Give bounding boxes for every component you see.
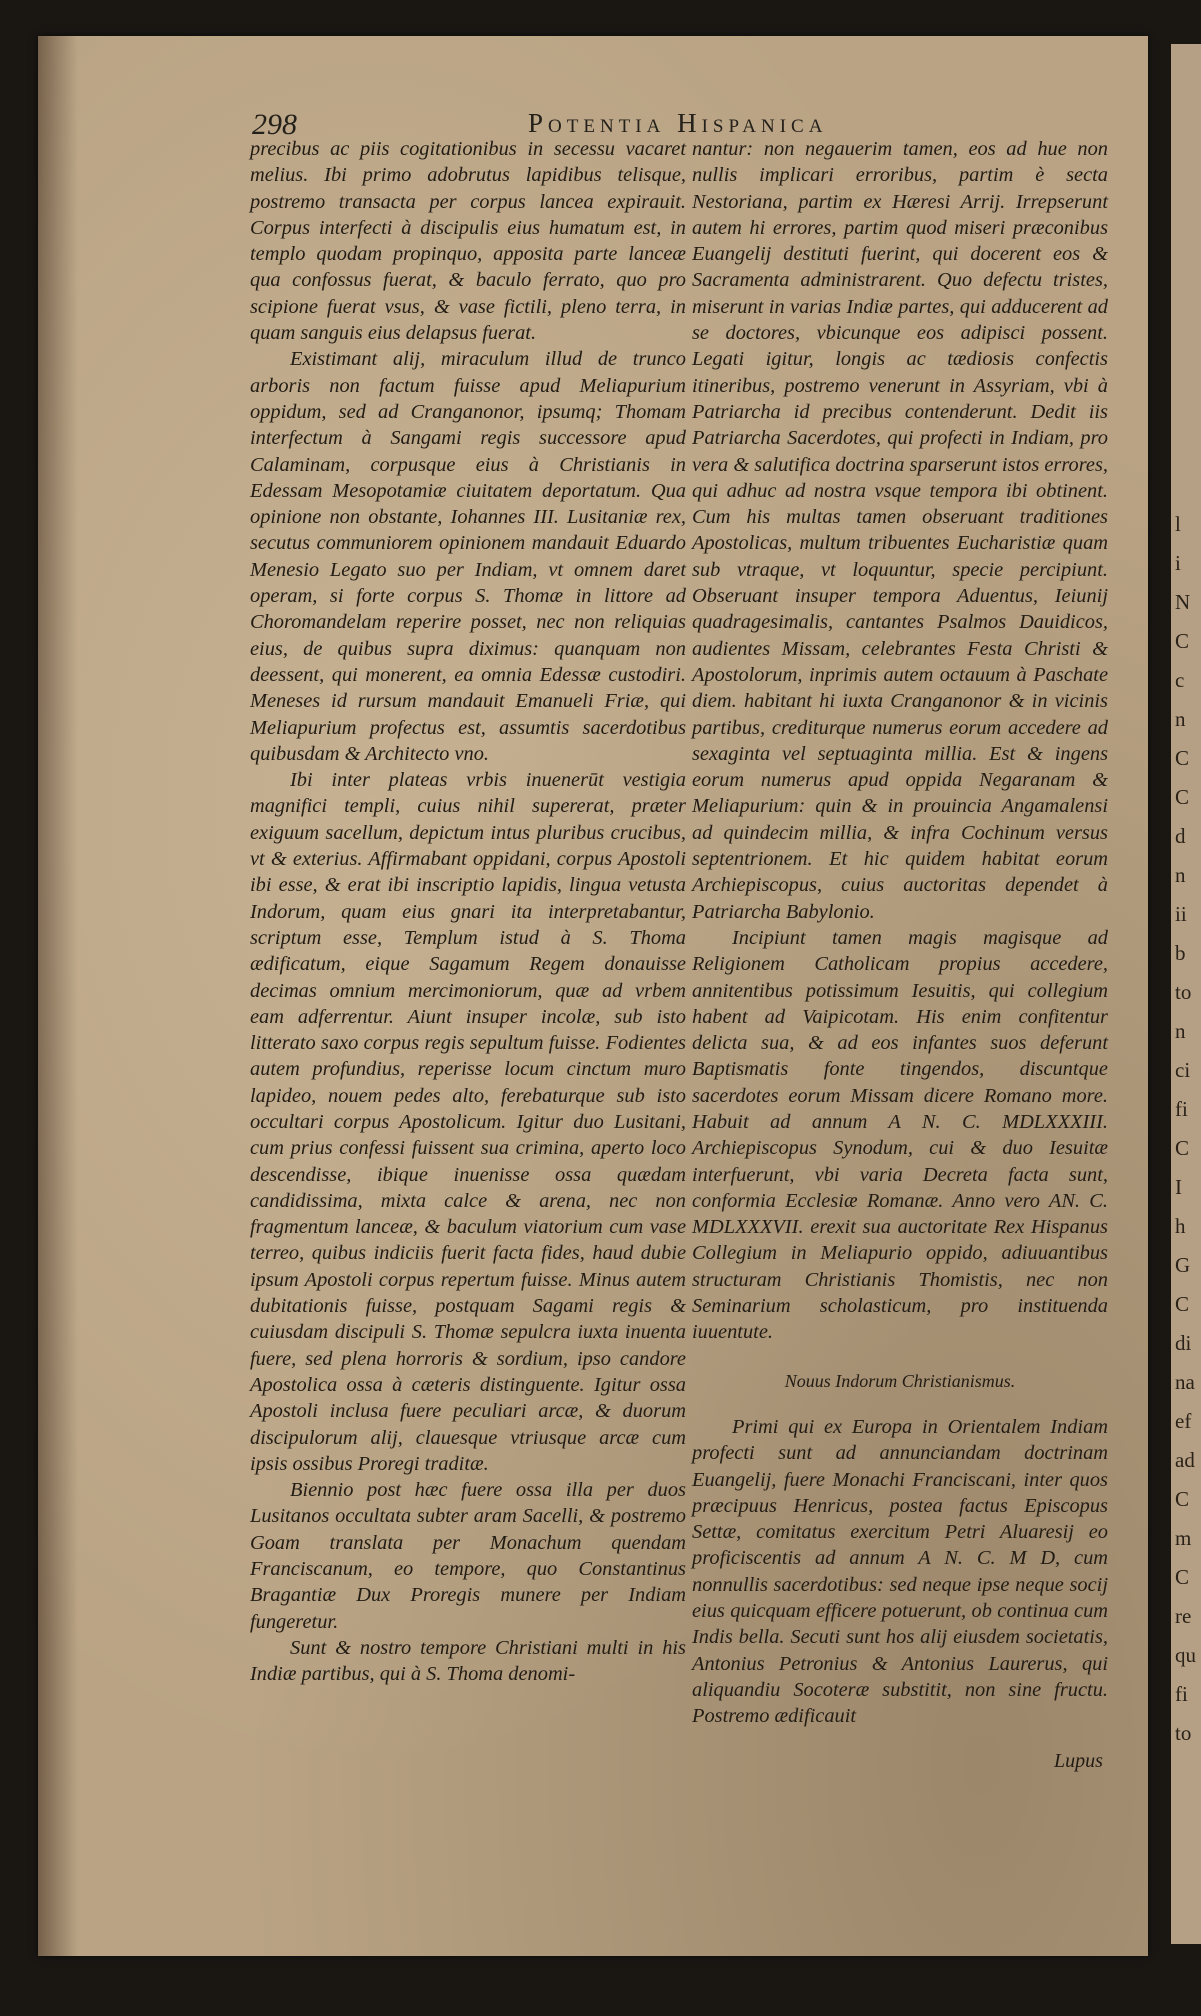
adjacent-page-letter: h	[1175, 1214, 1186, 1238]
catchword: Lupus	[1054, 1750, 1103, 1772]
adjacent-page-letter: n	[1175, 707, 1186, 731]
adjacent-page-letter: to	[1175, 980, 1192, 1004]
adjacent-page-letter: C	[1175, 629, 1190, 653]
adjacent-page-edge	[1165, 44, 1201, 1944]
adjacent-page-letter: i	[1175, 551, 1181, 575]
adjacent-page-letter: ii	[1175, 902, 1187, 926]
adjacent-page-letter: ci	[1175, 1058, 1191, 1082]
adjacent-page-letter: n	[1175, 1019, 1186, 1043]
adjacent-page-letter: C	[1175, 1487, 1190, 1511]
paragraph: Existimant alij, miraculum illud de trunco arboris non factum fuisse apud Meliapurium oppidum, sed ad Cranganonor, ipsumq; Thomam interfectum à Sangami regis successore apud Calaminam, corpusque eius à Christianis in Edessam Mesopotamiæ ciuitatem deportatum. Qua opinione non obstante, Iohannes III. Lusitaniæ rex, secutus communiorem opinionem mandauit Eduardo Menesio Legato suo per Indiam, vt omnem daret operam, si forte corpus S. Thomæ in littore ad Choromandelam reperire posset, nec non reliquias eius, de quibus supra diximus: quanquam non deessent, qui monerent, ea omnia Edessæ custodiri. Meneses id rursum mandauit Emanueli Friæ, qui Meliapurium profectus est, assumtis sacerdotibus quibusdam & Architecto vno.	[250, 348, 686, 765]
paragraph: Incipiunt tamen magis magisque ad Religionem Catholicam propius accedere, annitentibus potissimum Iesuitis, qui collegium habent ad Vaipicotam. His enim confitentur delicta sua, & ad eos infantes suos deferunt Baptismatis fonte tingendos, discuntque sacerdotes eorum Missam dicere Romano more. Habuit ad annum A N. C. MDLXXXIII. Archiepiscopus Synodum, cui & duo Iesuitæ interfuerunt, vbi varia Decreta facta sunt, conformia Ecclesiæ Romanæ. Anno vero AN. C. MDLXXXVII. erexit sua auctoritate Rex Hispanus Collegium in Meliapurio oppido, adiuuantibus structuram Christianis Thomistis, nec non Seminarium scholasticum, pro instituenda iuuentute.	[692, 926, 1108, 1344]
paragraph: Biennio post hæc fuere ossa illa per duos Lusitanos occultata subter aram Sacelli, & postremo Goam translata per Monachum quendam Franciscanum, eo tempore, quo Constantinus Bragantiæ Dux Proregis munere per Indiam fungeretur.	[250, 1479, 686, 1633]
adjacent-page-letter: m	[1175, 1526, 1192, 1550]
paragraph: nantur: non negauerim tamen, eos ad hue non nullis implicari erroribus, partim è secta Nestoriana, partim ex Hæresi Arrij. Irrepserunt autem hi errores, partim quod miseri præconibus Euangelij destituti fuerint, qui docerent eos & Sacramenta administrarent. Quo defectu tristes, miserunt in varias Indiæ partes, qui adducerent ad se doctores, vbicunque eos adipisci possent. Legati igitur, longis ac tædiosis confectis itineribus, postremo venerunt in Assyriam, vbi à Patriarcha id precibus contenderunt. Dedit iis Patriarcha Sacerdotes, qui profecti in Indiam, pro vera & salutifica doctrina sparserunt istos errores, qui adhuc ad nostra vsque tempora ibi obtinent. Cum his multas tamen obseruant traditiones Apostolicas, multum tribuentes Eucharistiæ quam sub vtraque, vt loquuntur, specie percipiunt. Obseruant insuper tempora Aduentus, Ieiunij quadragesimalis, cantantes Psalmos Dauidicos, audientes Missam, celebrantes Festa Christi & Apostolorum, inprimis autem octauum à Paschate diem. habitant hi iuxta Cranganonor & in vicinis partibus, crediturque numerus eorum accedere ad sexaginta vel septuaginta millia. Est & ingens eorum numerus apud oppida Negaranam & Meliapurium: quin & in prouincia Angamalensi ad quindecim millia, & infra Cochinum versus septentrionem. Et hic quidem habitat eorum Archiepiscopus, cuius auctoritas dependet à Patriarcha Babylonio.	[692, 138, 1108, 923]
adjacent-page-letter: b	[1175, 941, 1186, 965]
adjacent-page-letter: d	[1175, 824, 1186, 848]
adjacent-page-letter: C	[1175, 1292, 1190, 1316]
adjacent-page-letter: ad	[1175, 1448, 1195, 1472]
adjacent-page-letter: C	[1175, 746, 1190, 770]
adjacent-page-letter: fi	[1175, 1682, 1188, 1706]
adjacent-page-letter: di	[1175, 1331, 1192, 1355]
adjacent-page-letter: C	[1175, 1565, 1190, 1589]
adjacent-page-letter: C	[1175, 785, 1190, 809]
paragraph: precibus ac piis cogitationibus in secessu vacaret melius. Ibi primo adobrutus lapidibus telisque, postremo transacta per corpus lancea expirauit. Corpus interfecti à discipulis eius humatum est, in templo quodam propinquo, apposita parte lanceæ qua confossus fuerat, & baculo ferrato, quo pro scipione fuerat vsus, & vase fictili, pleno terra, in quam sanguis eius delapsus fuerat.	[250, 138, 686, 345]
adjacent-page-letter: l	[1175, 512, 1181, 536]
adjacent-page-letter: fi	[1175, 1097, 1188, 1121]
section-heading: Nouus Indorum Christianismus.	[784, 1370, 1016, 1391]
right-column	[692, 136, 1108, 1730]
adjacent-page-letter: I	[1175, 1175, 1182, 1199]
adjacent-page-letter: re	[1175, 1604, 1192, 1628]
left-column	[250, 136, 686, 1688]
paragraph: Sunt & nostro tempore Christiani multi in his Indiæ partibus, qui à S. Thoma denomi-	[250, 1636, 686, 1686]
running-title: Potentia Hispanica	[528, 108, 828, 138]
adjacent-page-letter: ef	[1175, 1409, 1192, 1433]
paragraph: Ibi inter plateas vrbis inuenerūt vestigia magnifici templi, cuius nihil supererat, præter exiguum sacellum, depictum intus pluribus crucibus, vt & exterius. Affirmabant oppidani, corpus Apostoli ibi esse, & erat ibi inscriptio lapidis, lingua vetusta Indorum, quam eius gnari ita interpretabantur, scriptum esse, Templum istud à S. Thoma ædificatum, eique Sagamum Regem donauisse decimas omnium mercimoniorum, quæ ad vrbem eam adferrentur. Aiunt insuper incolæ, sub isto litterato saxo corpus regis sepultum fuisse. Fodientes autem profundius, reperisse locum cinctum muro lapideo, nouem pedes alto, ferebaturque sub isto occultari corpus Apostolicum. Igitur duo Lusitani, cum prius confessi fuissent sua crimina, aperto loco descendisse, ibique inuenisse ossa quædam candidissima, mixta calce & arena, nec non fragmentum lanceæ, & baculum viatorium cum vase terreo, quibus indiciis fuerit facta fides, haud dubie ipsum Apostoli corpus repertum fuisse. Minus autem dubitationis fuisse, postquam Sagami regis & cuiusdam discipuli S. Thomæ sepulcra iuxta inuenta fuere, sed plena horroris & sordium, ipso candore Apostolica ossa à cæteris distinguente. Igitur ossa Apostoli inclusa fuere peculiari arcæ, & duorum discipulorum alij, clauesque vtriusque arcæ cum ipsis ossibus Proregi traditæ.	[250, 769, 686, 1475]
adjacent-page-letter: N	[1175, 590, 1191, 614]
adjacent-page-letter: G	[1175, 1253, 1191, 1277]
paragraph: Primi qui ex Europa in Orientalem Indiam profecti sunt ad annunciandam doctrinam Euangelij, fuere Monachi Franciscani, inter quos præcipuus Henricus, postea factus Episcopus Settæ, comitatus exercitum Petri Aluaresij eo proficiscentis ad annum A N. C. M D, cum nonnullis sacerdotibus: sed neque ipse neque socij eius quicquam efficere potuerunt, ob continua cum Indis bella. Secuti sunt hos alij eiusdem societatis, Antonius Petronius & Antonius Laurerus, qui aliquandiu Socoteræ substitit, non sine fructu. Postremo ædificauit	[692, 1415, 1108, 1728]
adjacent-page-letter: c	[1175, 668, 1185, 692]
adjacent-page-letter: na	[1175, 1370, 1195, 1394]
adjacent-page-letter: qu	[1175, 1643, 1196, 1667]
adjacent-page-letter: C	[1175, 1136, 1190, 1160]
adjacent-page-letter: n	[1175, 863, 1186, 887]
adjacent-page-letter: to	[1175, 1721, 1192, 1745]
page-number: 298	[252, 108, 297, 141]
